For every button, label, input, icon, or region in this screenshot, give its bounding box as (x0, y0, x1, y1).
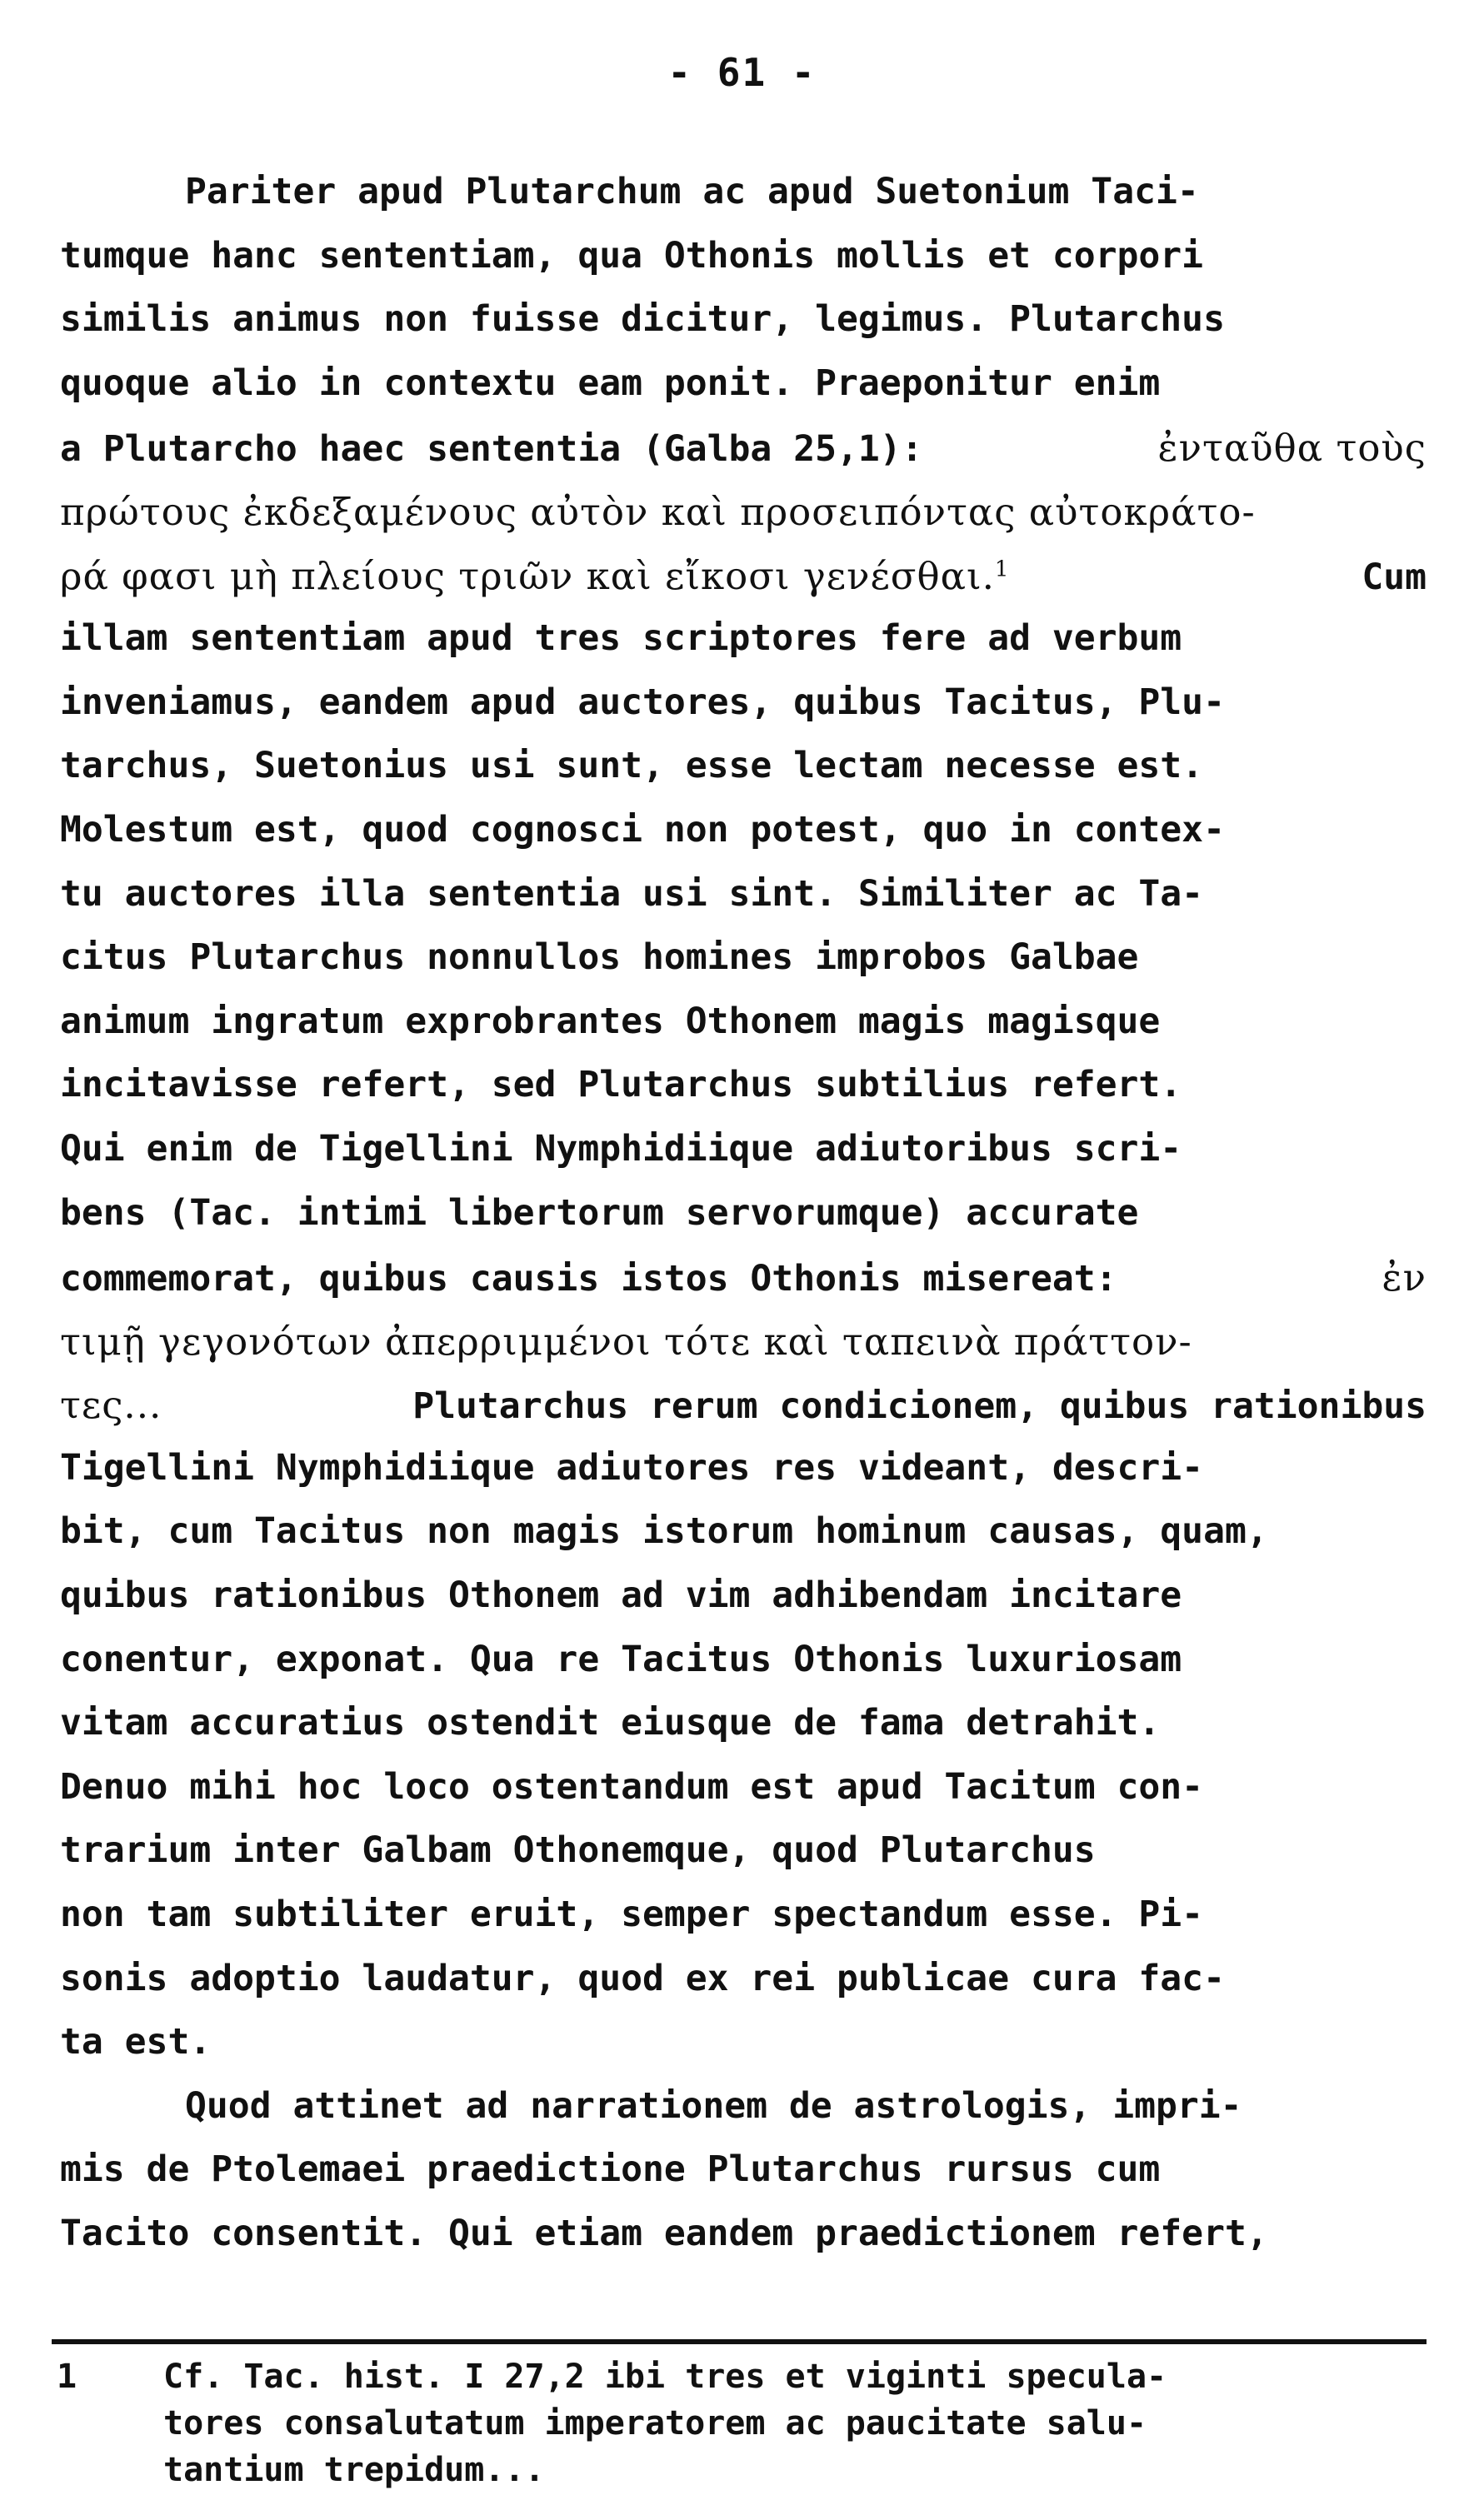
line-text: mis de Ptolemaei praedictione Plutarchus rursus cum (60, 2148, 1161, 2191)
line-text: bit, cum Tacitus non magis istorum hominum causas, quam, (60, 1510, 1268, 1553)
line-text: citus Plutarchus nonnullos homines improbos Galbae (60, 936, 1139, 979)
line-text: ta est. (60, 2021, 212, 2063)
greek-quote: πρώτους ἐκδεξαμένους αὐτὸν καὶ προσειπόντας αὐτοκράτο- (60, 489, 1256, 534)
line-text: tarchus, Suetonius usi sunt, esse lectam necesse est. (60, 745, 1204, 787)
line-text: Quod attinet ad narrationem de astrologis, impri- (185, 2084, 1242, 2127)
line-text: quoque alio in contextu eam ponit. Praeponitur enim (60, 362, 1161, 404)
text-line (60, 745, 1427, 809)
line-text: conentur, exponat. Qua re Tacitus Othonis luxuriosam (60, 1638, 1182, 1680)
footnote-line (163, 2353, 1427, 2400)
text-line (60, 235, 1427, 299)
text-line (60, 490, 1427, 554)
line-text: quibus rationibus Othonem ad vim adhibendam incitare (60, 1574, 1182, 1617)
line-text: Cum (1362, 556, 1427, 598)
text-line (60, 873, 1427, 937)
greek-quote: τιμῇ γεγονότων ἀπερριμμένοι τότε καὶ ταπεινὰ πράττον- (60, 1319, 1192, 1364)
greek-quote: τες... (60, 1383, 162, 1428)
footnote-text (163, 2353, 1427, 2493)
line-text: animum ingratum exprobrantes Othonem magis magisque (60, 1000, 1161, 1042)
text-line (60, 1766, 1427, 1830)
text-line (60, 936, 1427, 1001)
footnote-row (52, 2353, 1427, 2493)
text-line (60, 426, 1427, 490)
text-line (60, 681, 1427, 746)
text-line (60, 2085, 1427, 2149)
line-text: Plutarchus rerum condicionem, quibus rationibus (412, 1385, 1427, 1428)
text-line (60, 1702, 1427, 1766)
text-line (60, 1192, 1427, 1256)
footnote-line (163, 2447, 1427, 2493)
text-line (60, 1829, 1427, 1894)
line-text: trarium inter Galbam Othonemque, quod Plutarchus (60, 1829, 1096, 1872)
line-text: bens (Tac. intimi libertorum servorumque) accurate (60, 1191, 1139, 1234)
greek-quote: ἐνταῦθα τοὺς (1157, 426, 1427, 471)
line-text: Molestum est, quod cognosci non potest, quo in contex- (60, 808, 1225, 851)
line-text: Tigellini Nymphidiique adiutores res videant, descri- (60, 1446, 1204, 1489)
text-line (60, 1958, 1427, 2022)
text-line (60, 809, 1427, 873)
text-line (60, 1894, 1427, 1958)
line-text: sonis adoptio laudatur, quod ex rei publicae cura fac- (60, 1957, 1225, 1999)
footnote-number: 1 (57, 2358, 77, 2396)
text-line (60, 2213, 1427, 2277)
footnote-divider (52, 2339, 1427, 2344)
text-line (60, 554, 1427, 618)
line-text: similis animus non fuisse dicitur, legimus. Plutarchus (60, 298, 1225, 341)
text-line (60, 1255, 1427, 1320)
text-line (60, 1128, 1427, 1192)
main-text (60, 171, 1427, 2277)
greek-quote: ἐν (1382, 1255, 1427, 1300)
text-line (60, 2021, 1427, 2085)
line-text: Pariter apud Plutarchum ac apud Suetonium Taci- (185, 171, 1199, 212)
line-text: a Plutarcho haec sententia (Galba 25,1): (60, 428, 923, 471)
footnote (52, 2353, 1427, 2493)
text-line (60, 2148, 1427, 2213)
text-line (60, 1510, 1427, 1574)
line-text: illam sententiam apud tres scriptores fere ad verbum (60, 617, 1182, 660)
line-text: incitavisse refert, sed Plutarchus subtilius refert. (60, 1064, 1182, 1106)
text-line (60, 298, 1427, 362)
line-text: tores consalutatum imperatorem ac paucitate salu- (163, 2404, 1147, 2443)
text-line (60, 1639, 1427, 1703)
line-text: non tam subtiliter eruit, semper spectandum esse. Pi- (60, 1894, 1204, 1936)
text-line (60, 1447, 1427, 1511)
text-line (60, 1320, 1427, 1384)
line-text: tumque hanc sententiam, qua Othonis mollis et corpori (60, 234, 1204, 277)
line-text: commemorat, quibus causis istos Othonis misereat: (60, 1258, 1117, 1300)
line-text: Cf. Tac. hist. I 27,2 ibi tres et viginti specula- (163, 2358, 1167, 2396)
page-number: - 61 - (667, 50, 817, 95)
line-text: Qui enim de Tigellini Nymphidiique adiutoribus scri- (60, 1127, 1182, 1170)
line-text: Denuo mihi hoc loco ostentandum est apud Tacitum con- (60, 1765, 1204, 1808)
greek-quote: ρά φασι μὴ πλείους τριῶν καὶ εἴκοσι γενέσθαι. (60, 553, 995, 598)
line-text: vitam accuratius ostendit eiusque de fama detrahit. (60, 1702, 1161, 1744)
line-text: tu auctores illa sententia usi sint. Similiter ac Ta- (60, 872, 1204, 915)
line-text: Tacito consentit. Qui etiam eandem praedictionem refert, (60, 2213, 1268, 2254)
text-line (60, 362, 1427, 427)
footnote-marker: 1 (994, 556, 1009, 582)
line-text: tantium trepidum... (163, 2451, 545, 2489)
text-line (60, 1001, 1427, 1065)
text-line (60, 171, 1427, 235)
footnote-line (163, 2400, 1427, 2447)
text-line (60, 1574, 1427, 1639)
line-text: inveniamus, eandem apud auctores, quibus Tacitus, Plu- (60, 681, 1225, 723)
text-line (60, 617, 1427, 681)
text-line (60, 1383, 1427, 1447)
text-line (60, 1064, 1427, 1128)
